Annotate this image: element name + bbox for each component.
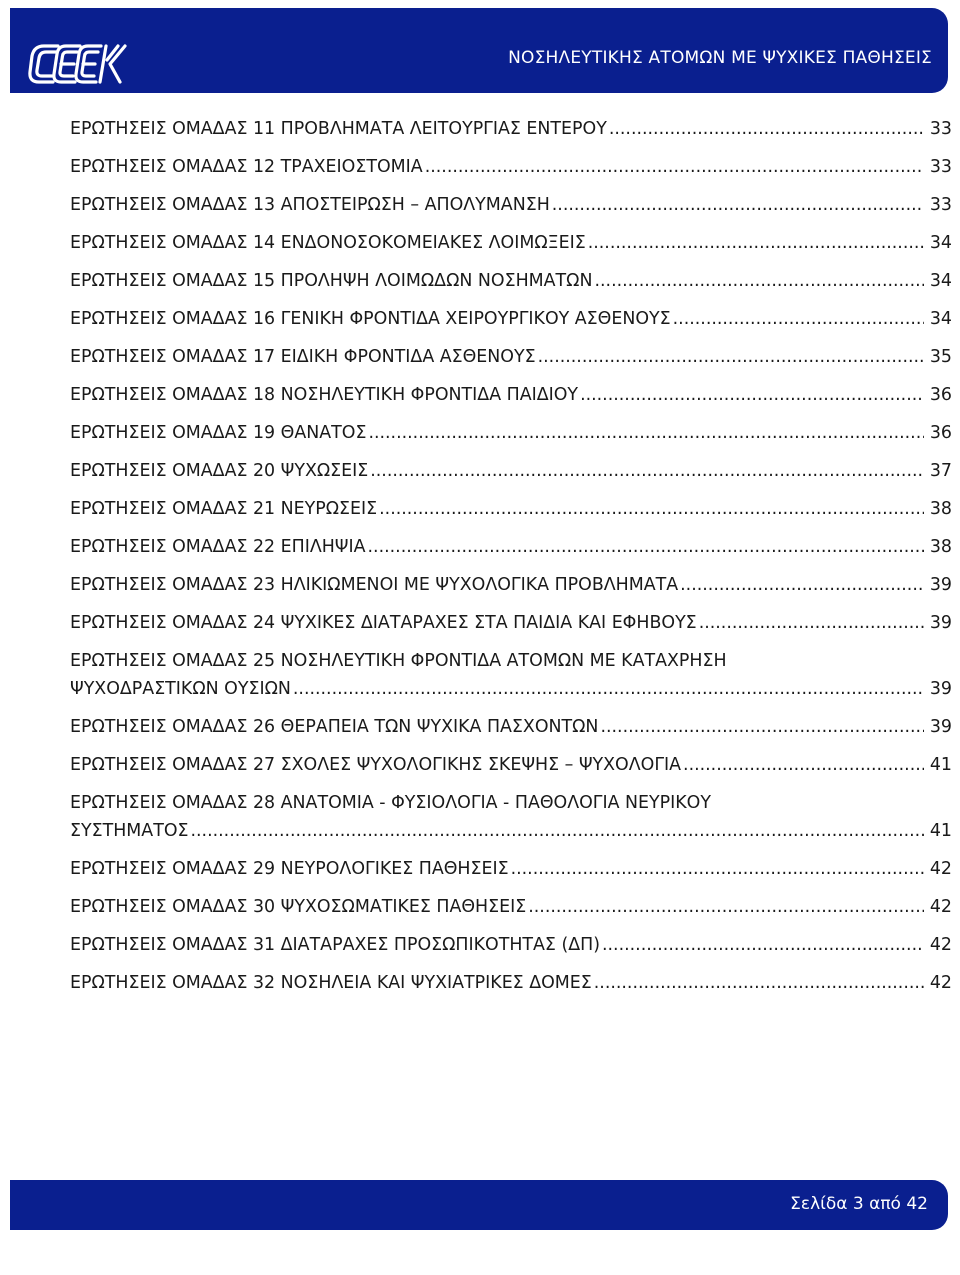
toc-entry-page: 37 bbox=[929, 461, 952, 481]
toc-entry-page: 38 bbox=[929, 537, 952, 557]
table-of-contents bbox=[70, 115, 952, 1007]
dot-leader bbox=[368, 419, 924, 447]
toc-entry-title: ΕΡΩΤΗΣΕΙΣ ΟΜΑΔΑΣ 18 ΝΟΣΗΛΕΥΤΙΚΗ ΦΡΟΝΤΙΔΑ ΠΑΙΔΙΟΥ bbox=[70, 385, 579, 405]
dot-leader bbox=[609, 115, 924, 143]
toc-entry-title: ΕΡΩΤΗΣΕΙΣ ΟΜΑΔΑΣ 24 ΨΥΧΙΚΕΣ ΔΙΑΤΑΡΑΧΕΣ ΣΤΑ ΠΑΙΔΙΑ ΚΑΙ ΕΦΗΒΟΥΣ bbox=[70, 613, 697, 633]
dot-leader bbox=[370, 457, 924, 485]
dot-leader bbox=[594, 969, 924, 997]
ceek-logo-icon bbox=[28, 38, 128, 90]
toc-entry-page: 33 bbox=[929, 119, 952, 139]
dot-leader bbox=[680, 571, 924, 599]
toc-entry[interactable] bbox=[70, 571, 952, 599]
toc-entry-title: ΕΡΩΤΗΣΕΙΣ ΟΜΑΔΑΣ 32 ΝΟΣΗΛΕΙΑ ΚΑΙ ΨΥΧΙΑΤΡΙΚΕΣ ΔΟΜΕΣ bbox=[70, 973, 592, 993]
toc-entry[interactable] bbox=[70, 457, 952, 485]
dot-leader bbox=[699, 609, 924, 637]
toc-entry[interactable] bbox=[70, 855, 952, 883]
toc-entry-page: 34 bbox=[929, 271, 952, 291]
dot-leader bbox=[683, 751, 924, 779]
toc-entry-page: 34 bbox=[929, 309, 952, 329]
dot-leader bbox=[580, 381, 924, 409]
toc-entry-title: ΕΡΩΤΗΣΕΙΣ ΟΜΑΔΑΣ 30 ΨΥΧΟΣΩΜΑΤΙΚΕΣ ΠΑΘΗΣΕΙΣ bbox=[70, 897, 527, 917]
toc-entry-page: 34 bbox=[929, 233, 952, 253]
dot-leader bbox=[602, 931, 924, 959]
dot-leader bbox=[538, 343, 924, 371]
toc-entry[interactable] bbox=[70, 115, 952, 143]
toc-entry[interactable] bbox=[70, 609, 952, 637]
toc-entry-page: 42 bbox=[929, 973, 952, 993]
toc-entry-title: ΕΡΩΤΗΣΕΙΣ ΟΜΑΔΑΣ 13 ΑΠΟΣΤΕΙΡΩΣΗ – ΑΠΟΛΥΜΑΝΣΗ bbox=[70, 195, 550, 215]
toc-entry[interactable] bbox=[70, 713, 952, 741]
toc-entry-page: 39 bbox=[929, 679, 952, 699]
toc-entry-title: ΕΡΩΤΗΣΕΙΣ ΟΜΑΔΑΣ 29 ΝΕΥΡΟΛΟΓΙΚΕΣ ΠΑΘΗΣΕΙΣ bbox=[70, 859, 509, 879]
dot-leader bbox=[528, 893, 924, 921]
footer-bar bbox=[10, 1180, 948, 1230]
toc-entry-page: 42 bbox=[929, 897, 952, 917]
toc-entry-page: 42 bbox=[929, 935, 952, 955]
toc-entry[interactable] bbox=[70, 969, 952, 997]
dot-leader bbox=[511, 855, 924, 883]
toc-entry-title: ΕΡΩΤΗΣΕΙΣ ΟΜΑΔΑΣ 21 ΝΕΥΡΩΣΕΙΣ bbox=[70, 499, 378, 519]
page-indicator: Σελίδα 3 από 42 bbox=[790, 1194, 928, 1214]
toc-entry[interactable] bbox=[70, 893, 952, 921]
toc-entry[interactable] bbox=[70, 533, 952, 561]
toc-entry-page: 42 bbox=[929, 859, 952, 879]
toc-entry-title: ΕΡΩΤΗΣΕΙΣ ΟΜΑΔΑΣ 16 ΓΕΝΙΚΗ ΦΡΟΝΤΙΔΑ ΧΕΙΡΟΥΡΓΙΚΟΥ ΑΣΘΕΝΟΥΣ bbox=[70, 309, 671, 329]
toc-entry[interactable] bbox=[70, 305, 952, 333]
toc-entry[interactable] bbox=[70, 751, 952, 779]
toc-entry-title: ΕΡΩΤΗΣΕΙΣ ΟΜΑΔΑΣ 15 ΠΡΟΛΗΨΗ ΛΟΙΜΩΔΩΝ ΝΟΣΗΜΑΤΩΝ bbox=[70, 271, 593, 291]
dot-leader bbox=[552, 191, 924, 219]
toc-entry[interactable] bbox=[70, 343, 952, 371]
toc-entry[interactable] bbox=[70, 419, 952, 447]
dot-leader bbox=[293, 675, 924, 703]
toc-entry-title: ΕΡΩΤΗΣΕΙΣ ΟΜΑΔΑΣ 19 ΘΑΝΑΤΟΣ bbox=[70, 423, 367, 443]
dot-leader bbox=[673, 305, 924, 333]
toc-entry-title: ΕΡΩΤΗΣΕΙΣ ΟΜΑΔΑΣ 11 ΠΡΟΒΛΗΜΑΤΑ ΛΕΙΤΟΥΡΓΙΑΣ ΕΝΤΕΡΟΥ bbox=[70, 119, 607, 139]
toc-entry-page: 39 bbox=[929, 575, 952, 595]
toc-entry-title: ΕΡΩΤΗΣΕΙΣ ΟΜΑΔΑΣ 26 ΘΕΡΑΠΕΙΑ ΤΩΝ ΨΥΧΙΚΑ ΠΑΣΧΟΝΤΩΝ bbox=[70, 717, 599, 737]
toc-entry[interactable] bbox=[70, 267, 952, 295]
toc-entry-title: ΕΡΩΤΗΣΕΙΣ ΟΜΑΔΑΣ 25 ΝΟΣΗΛΕΥΤΙΚΗ ΦΡΟΝΤΙΔΑ ΑΤΟΜΩΝ ΜΕ ΚΑΤΑΧΡΗΣΗ bbox=[70, 651, 727, 671]
dot-leader bbox=[368, 533, 924, 561]
toc-entry-page: 36 bbox=[929, 385, 952, 405]
toc-entry[interactable] bbox=[70, 789, 952, 845]
toc-entry-page: 39 bbox=[929, 717, 952, 737]
header-bar bbox=[10, 8, 948, 93]
toc-entry-page: 38 bbox=[929, 499, 952, 519]
toc-entry-title: ΕΡΩΤΗΣΕΙΣ ΟΜΑΔΑΣ 22 ΕΠΙΛΗΨΙΑ bbox=[70, 537, 366, 557]
toc-entry-title: ΕΡΩΤΗΣΕΙΣ ΟΜΑΔΑΣ 17 ΕΙΔΙΚΗ ΦΡΟΝΤΙΔΑ ΑΣΘΕΝΟΥΣ bbox=[70, 347, 536, 367]
toc-entry-title-continued: ΣΥΣΤΗΜΑΤΟΣ bbox=[70, 821, 189, 841]
toc-entry-title: ΕΡΩΤΗΣΕΙΣ ΟΜΑΔΑΣ 20 ΨΥΧΩΣΕΙΣ bbox=[70, 461, 369, 481]
toc-entry-page: 39 bbox=[929, 613, 952, 633]
header-title: ΝΟΣΗΛΕΥΤΙΚΗΣ ΑΤΟΜΩΝ ΜΕ ΨΥΧΙΚΕΣ ΠΑΘΗΣΕΙΣ bbox=[508, 48, 932, 68]
toc-entry[interactable] bbox=[70, 381, 952, 409]
toc-entry-page: 41 bbox=[929, 821, 952, 841]
toc-entry[interactable] bbox=[70, 647, 952, 703]
toc-entry-page: 36 bbox=[929, 423, 952, 443]
toc-entry-title-continued: ΨΥΧΟΔΡΑΣΤΙΚΩΝ ΟΥΣΙΩΝ bbox=[70, 679, 291, 699]
toc-entry-title: ΕΡΩΤΗΣΕΙΣ ΟΜΑΔΑΣ 28 ΑΝΑΤΟΜΙΑ - ΦΥΣΙΟΛΟΓΙΑ - ΠΑΘΟΛΟΓΙΑ ΝΕΥΡΙΚΟΥ bbox=[70, 793, 711, 813]
toc-entry-page: 41 bbox=[929, 755, 952, 775]
dot-leader bbox=[588, 229, 924, 257]
dot-leader bbox=[594, 267, 924, 295]
toc-entry-title: ΕΡΩΤΗΣΕΙΣ ΟΜΑΔΑΣ 12 ΤΡΑΧΕΙΟΣΤΟΜΙΑ bbox=[70, 157, 423, 177]
toc-entry-page: 35 bbox=[929, 347, 952, 367]
toc-entry-title: ΕΡΩΤΗΣΕΙΣ ΟΜΑΔΑΣ 14 ΕΝΔΟΝΟΣΟΚΟΜΕΙΑΚΕΣ ΛΟΙΜΩΞΕΙΣ bbox=[70, 233, 586, 253]
toc-entry[interactable] bbox=[70, 153, 952, 181]
toc-entry[interactable] bbox=[70, 191, 952, 219]
dot-leader bbox=[379, 495, 924, 523]
toc-entry-title: ΕΡΩΤΗΣΕΙΣ ΟΜΑΔΑΣ 31 ΔΙΑΤΑΡΑΧΕΣ ΠΡΟΣΩΠΙΚΟΤΗΤΑΣ (ΔΠ) bbox=[70, 935, 600, 955]
dot-leader bbox=[191, 817, 925, 845]
toc-entry-page: 33 bbox=[929, 157, 952, 177]
toc-entry-page: 33 bbox=[929, 195, 952, 215]
toc-entry-title: ΕΡΩΤΗΣΕΙΣ ΟΜΑΔΑΣ 27 ΣΧΟΛΕΣ ΨΥΧΟΛΟΓΙΚΗΣ ΣΚΕΨΗΣ – ΨΥΧΟΛΟΓΙΑ bbox=[70, 755, 682, 775]
dot-leader bbox=[425, 153, 924, 181]
dot-leader bbox=[600, 713, 924, 741]
toc-entry[interactable] bbox=[70, 931, 952, 959]
toc-entry[interactable] bbox=[70, 229, 952, 257]
toc-entry-title: ΕΡΩΤΗΣΕΙΣ ΟΜΑΔΑΣ 23 ΗΛΙΚΙΩΜΕΝΟΙ ΜΕ ΨΥΧΟΛΟΓΙΚΑ ΠΡΟΒΛΗΜΑΤΑ bbox=[70, 575, 679, 595]
toc-entry[interactable] bbox=[70, 495, 952, 523]
